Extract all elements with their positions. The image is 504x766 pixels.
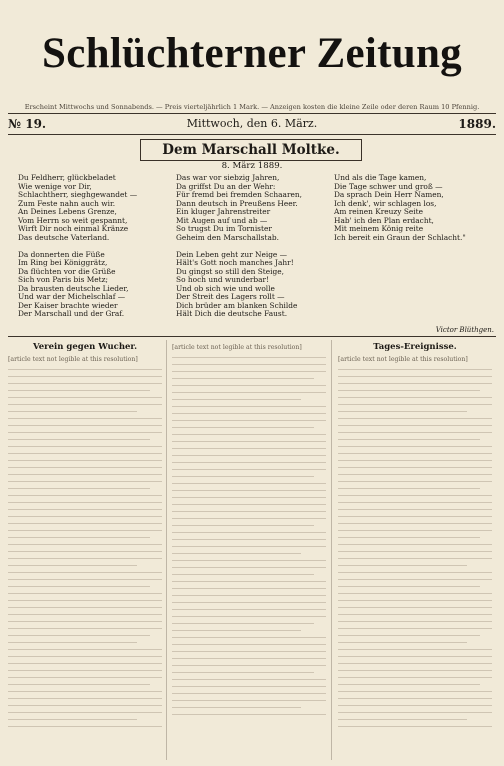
text-line-placeholder (172, 609, 326, 610)
issue-rule (8, 134, 496, 135)
column-note: [article text not legible at this resolution] (172, 344, 302, 351)
text-line-placeholder (172, 567, 326, 568)
text-line-placeholder (8, 705, 162, 706)
text-line-placeholder (172, 525, 314, 526)
text-line-placeholder (8, 516, 162, 517)
text-line-placeholder (338, 551, 492, 552)
text-line-placeholder (8, 565, 137, 566)
text-line-placeholder (8, 376, 162, 377)
poem-headline: Dem Marschall Moltke. (140, 139, 362, 161)
text-line-placeholder (172, 714, 326, 715)
text-line-placeholder (8, 593, 162, 594)
text-line-placeholder (172, 637, 326, 638)
masthead-title: Schlüchterner Zeitung (42, 30, 462, 77)
text-line-placeholder (8, 530, 162, 531)
text-line-placeholder (8, 726, 162, 727)
text-line-placeholder (8, 488, 150, 489)
text-line-placeholder (172, 462, 326, 463)
text-line-placeholder (172, 469, 326, 470)
column-separator (166, 340, 167, 760)
text-line-placeholder (338, 677, 492, 678)
text-line-placeholder (8, 600, 162, 601)
text-line-placeholder (172, 616, 326, 617)
text-line-placeholder (8, 404, 162, 405)
text-line-placeholder (172, 707, 301, 708)
text-line-placeholder (172, 357, 326, 358)
text-line-placeholder (338, 425, 492, 426)
text-line-placeholder (172, 623, 314, 624)
text-line-placeholder (338, 642, 467, 643)
text-line-placeholder (8, 586, 150, 587)
text-line-placeholder (338, 411, 467, 412)
text-line-placeholder (338, 404, 492, 405)
text-line-placeholder (172, 455, 326, 456)
text-line-placeholder (338, 509, 492, 510)
text-line-placeholder (8, 502, 162, 503)
text-line-placeholder (338, 495, 492, 496)
text-line-placeholder (8, 663, 162, 664)
text-line-placeholder (172, 476, 314, 477)
text-line-placeholder (338, 712, 492, 713)
text-line-placeholder (338, 516, 492, 517)
text-line-placeholder (338, 376, 492, 377)
text-line-placeholder (338, 593, 492, 594)
text-line-placeholder (172, 518, 326, 519)
text-line-placeholder (8, 383, 162, 384)
poem-column-3: Und als die Tage kamen, Die Tage schwer und groß — Da sprach Dein Herr Namen, Ich denk', wir schlagen los, Am reinen Kreuzy Seite Hab' ich den Plan erdacht, Mit meinem König reite Ich bereit ein Graun der Schlacht." (334, 173, 466, 242)
text-line-placeholder (8, 418, 162, 419)
text-line-placeholder (8, 544, 162, 545)
text-line-placeholder (338, 439, 480, 440)
text-line-placeholder (172, 539, 326, 540)
text-line-placeholder (172, 448, 326, 449)
text-line-placeholder (172, 651, 326, 652)
text-line-placeholder (172, 602, 326, 603)
text-line-placeholder (172, 504, 326, 505)
text-line-placeholder (172, 658, 326, 659)
text-line-placeholder (338, 565, 467, 566)
text-line-placeholder (172, 686, 326, 687)
text-line-placeholder (338, 656, 492, 657)
text-line-placeholder (8, 495, 162, 496)
text-line-placeholder (338, 579, 492, 580)
issue-number: № 19. (8, 117, 47, 131)
text-line-placeholder (8, 411, 137, 412)
text-line-placeholder (172, 672, 314, 673)
text-line-placeholder (338, 705, 492, 706)
text-line-placeholder (8, 446, 162, 447)
text-line-placeholder (172, 434, 326, 435)
text-line-placeholder (338, 649, 492, 650)
text-line-placeholder (172, 378, 314, 379)
text-line-placeholder (338, 460, 492, 461)
poem-author: Victor Blüthgen. (435, 326, 494, 334)
article-column-left (8, 340, 162, 760)
column-separator (331, 340, 332, 760)
text-line-placeholder (338, 488, 480, 489)
column-note: [article text not legible at this resolution] (8, 356, 138, 363)
text-line-placeholder (338, 621, 492, 622)
text-line-placeholder (338, 719, 467, 720)
text-line-placeholder (172, 679, 326, 680)
column-note: [article text not legible at this resolution] (338, 356, 468, 363)
text-line-placeholder (8, 537, 150, 538)
text-line-placeholder (338, 397, 492, 398)
text-line-placeholder (172, 511, 326, 512)
text-line-placeholder (8, 558, 162, 559)
text-line-placeholder (338, 628, 492, 629)
text-line-placeholder (338, 418, 492, 419)
text-line-placeholder (172, 497, 326, 498)
text-line-placeholder (172, 630, 301, 631)
text-line-placeholder (8, 579, 162, 580)
text-line-placeholder (8, 614, 162, 615)
text-line-placeholder (338, 432, 492, 433)
poem-column-2: Das war vor siebzig Jahren, Da griffst Du an der Wehr: Für fremd bei fremden Schaaren, Dann deutsch in Preußens Heer. Ein kluger Jahrenstreiter Mit Augen auf und ab — So trugst Du im Tornister Geheim den Marschallstab. Dein Leben geht zur Neige — Hält's Gott noch manches Jahr! Du gingst so still den Steige, So hoch und wunderbar! Und ob sich wie und wolle Der Streit des Lagers rollt — Dich brüder am blanken Schilde Hält Dich die deutsche Faust. (176, 173, 302, 318)
text-line-placeholder (8, 635, 150, 636)
text-line-placeholder (8, 712, 162, 713)
issue-date: Mittwoch, den 6. März. (186, 117, 318, 130)
text-line-placeholder (338, 530, 492, 531)
text-line-placeholder (8, 677, 162, 678)
text-line-placeholder (8, 432, 162, 433)
text-line-placeholder (338, 453, 492, 454)
text-line-placeholder (338, 390, 480, 391)
text-line-placeholder (338, 558, 492, 559)
text-line-placeholder (338, 481, 492, 482)
text-line-placeholder (172, 644, 326, 645)
text-line-placeholder (8, 621, 162, 622)
text-line-placeholder (8, 460, 162, 461)
text-line-placeholder (338, 544, 492, 545)
text-line-placeholder (8, 467, 162, 468)
text-line-placeholder (8, 642, 137, 643)
text-line-placeholder (8, 439, 150, 440)
article-column-middle (172, 340, 326, 760)
text-line-placeholder (172, 406, 326, 407)
text-line-placeholder (338, 691, 492, 692)
text-line-placeholder (338, 607, 492, 608)
text-line-placeholder (172, 413, 326, 414)
text-line-placeholder (8, 684, 150, 685)
column-title: Verein gegen Wucher. (32, 342, 138, 352)
text-line-placeholder (338, 369, 492, 370)
text-line-placeholder (338, 663, 492, 664)
text-line-placeholder (172, 427, 314, 428)
text-line-placeholder (8, 691, 162, 692)
text-line-placeholder (338, 726, 492, 727)
text-line-placeholder (172, 581, 326, 582)
text-line-placeholder (8, 425, 162, 426)
text-line-placeholder (8, 572, 162, 573)
top-rule (8, 113, 496, 114)
text-line-placeholder (8, 649, 162, 650)
text-line-placeholder (338, 670, 492, 671)
article-column-right (338, 340, 492, 760)
text-line-placeholder (8, 551, 162, 552)
text-line-placeholder (172, 595, 326, 596)
text-line-placeholder (338, 698, 492, 699)
text-line-placeholder (172, 385, 326, 386)
text-line-placeholder (8, 481, 162, 482)
text-line-placeholder (338, 446, 492, 447)
text-line-placeholder (338, 467, 492, 468)
text-line-placeholder (338, 600, 492, 601)
text-line-placeholder (8, 523, 162, 524)
article-text-lines (172, 357, 326, 715)
text-line-placeholder (172, 693, 326, 694)
text-line-placeholder (172, 560, 326, 561)
text-line-placeholder (172, 371, 326, 372)
text-line-placeholder (338, 572, 492, 573)
text-line-placeholder (8, 628, 162, 629)
text-line-placeholder (8, 698, 162, 699)
text-line-placeholder (172, 420, 326, 421)
text-line-placeholder (172, 574, 314, 575)
text-line-placeholder (172, 553, 301, 554)
text-line-placeholder (338, 684, 480, 685)
text-line-placeholder (8, 369, 162, 370)
text-line-placeholder (8, 474, 162, 475)
text-line-placeholder (172, 490, 326, 491)
text-line-placeholder (338, 586, 480, 587)
text-line-placeholder (8, 607, 162, 608)
text-line-placeholder (172, 364, 326, 365)
article-text-lines (8, 369, 162, 727)
text-line-placeholder (338, 537, 480, 538)
text-line-placeholder (338, 474, 492, 475)
section-rule (8, 336, 496, 337)
text-line-placeholder (172, 532, 326, 533)
issue-row (8, 116, 496, 132)
text-line-placeholder (8, 509, 162, 510)
text-line-placeholder (172, 665, 326, 666)
text-line-placeholder (172, 441, 326, 442)
text-line-placeholder (338, 614, 492, 615)
text-line-placeholder (8, 656, 162, 657)
text-line-placeholder (8, 397, 162, 398)
publication-info: Erscheint Mittwochs und Sonnabends. — Preis vierteljährlich 1 Mark. — Anzeigen kosten die kleine Zeile oder deren Raum 10 Pfennig. (24, 103, 480, 111)
article-text-lines (338, 369, 492, 727)
text-line-placeholder (8, 670, 162, 671)
column-title: Tages-Ereignisse. (373, 342, 457, 352)
text-line-placeholder (8, 453, 162, 454)
text-line-placeholder (338, 502, 492, 503)
text-line-placeholder (338, 383, 492, 384)
text-line-placeholder (172, 588, 326, 589)
text-line-placeholder (172, 700, 326, 701)
poem-date: 8. März 1889. (221, 161, 283, 171)
text-line-placeholder (338, 523, 492, 524)
text-line-placeholder (172, 483, 326, 484)
issue-year: 1889. (458, 117, 496, 131)
poem-column-1: Du Feldherr, glückbeladet Wie wenige vor Dir, Schlachtherr, sieghgewandet — Zum Feste nahn auch wir. An Deines Lebens Grenze, Vom Herrn so weit gespannt, Wirft Dir noch einmal Kränze Das deutsche Vaterland. Da donnerten die Füße Im Ring bei Königgrätz, Da flüchten vor die Grüße Sich von Paris bis Metz; Da brausten deutsche Lieder, Und war der Michelschlaf — Der Kaiser brachte wieder Der Marschall und der Graf. (18, 173, 138, 318)
text-line-placeholder (172, 392, 326, 393)
text-line-placeholder (172, 399, 301, 400)
text-line-placeholder (338, 635, 480, 636)
text-line-placeholder (172, 546, 326, 547)
text-line-placeholder (8, 390, 150, 391)
text-line-placeholder (8, 719, 137, 720)
